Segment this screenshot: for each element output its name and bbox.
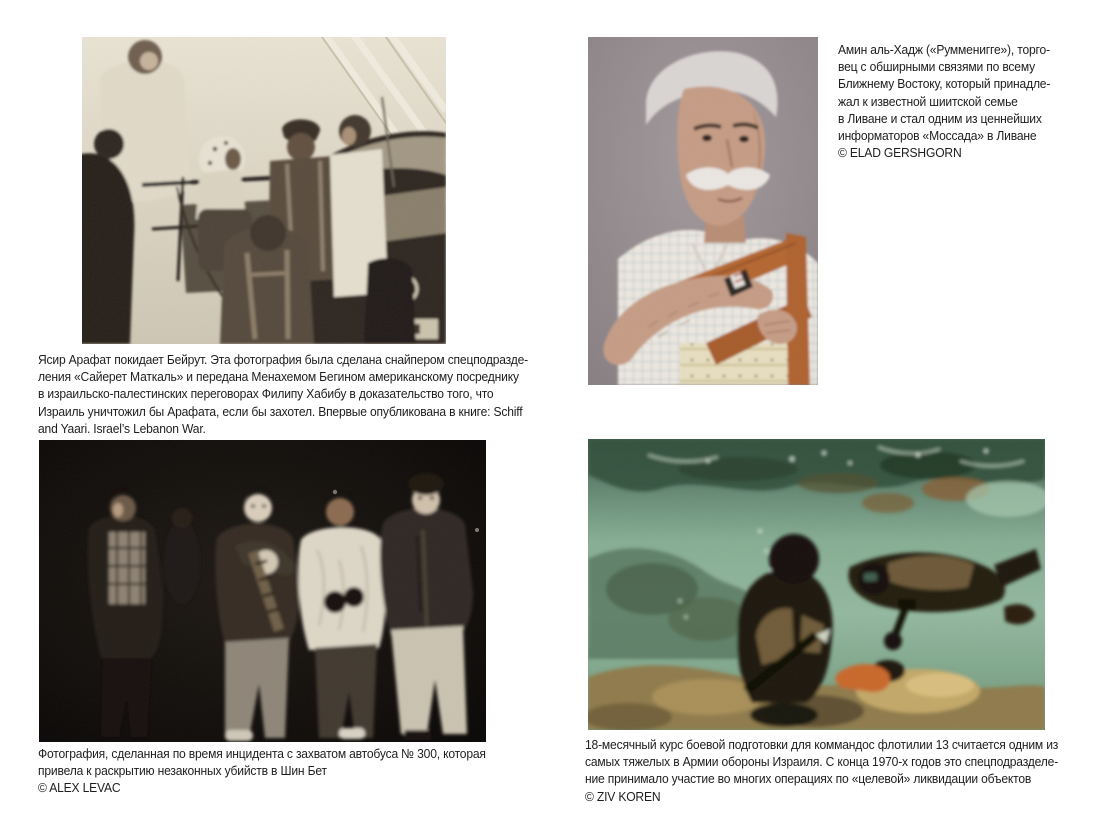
photo-amin-al-hajj-portrait (588, 37, 818, 385)
caption-arafat-leaving-beirut (38, 351, 528, 437)
caption-line: в израильско-палестинских переговорах Филипу Хабибу в доказательство того, что (38, 386, 494, 402)
caption-line: информаторов «Моссада» в Ливане (838, 128, 1037, 144)
caption-line: © ELAD GERSHGORN (838, 145, 962, 161)
bus-300-photo-artwork (39, 440, 486, 742)
photo-arafat-leaving-beirut (82, 37, 446, 344)
photo-flotilla-13-underwater (588, 439, 1045, 730)
caption-line: © ALEX LEVAC (38, 780, 121, 796)
caption-line: Израиль уничтожил бы Арафата, если бы захотел. Впервые опубликована в книге: Schiff (38, 403, 523, 419)
caption-flotilla-13 (585, 736, 1058, 805)
caption-line: © ZIV KOREN (585, 788, 661, 804)
caption-bus-300 (38, 745, 486, 797)
caption-line: ние принимало участие во многих операциях по «целевой» ликвидации объектов (585, 771, 1032, 787)
photo-bus-300-incident (39, 440, 486, 742)
caption-line: жал к известной шиитской семье (838, 93, 1018, 109)
caption-line: Фотография, сделанная по время инцидента с захватом автобуса № 300, которая (38, 746, 486, 761)
amin-portrait-artwork (588, 37, 818, 385)
arafat-photo-artwork (82, 37, 446, 344)
caption-line: Ясир Арафат покидает Бейрут. Эта фотография была сделана снайпером спецподразде- (38, 352, 528, 367)
flotilla-13-photo-artwork (588, 439, 1045, 730)
caption-line: Амин аль-Хадж («Румменигге»), торго- (838, 42, 1050, 57)
caption-line: and Yaari. Israel’s Lebanon War. (38, 420, 206, 436)
caption-line: в Ливане и стал одним из ценнейших (838, 110, 1042, 126)
caption-line: привела к раскрытию незаконных убийств в Шин Бет (38, 763, 327, 779)
caption-line: ления «Сайерет Маткаль» и передана Менахемом Бегином американскому посреднику (38, 369, 519, 385)
caption-line: 18-месячный курс боевой подготовки для коммандос флотилии 13 считается одним из (585, 737, 1059, 752)
caption-line: вец с обширными связями по всему (838, 59, 1035, 75)
caption-line: самых тяжелых в Армии обороны Израиля. С конца 1970-х годов это спецподразделе- (585, 754, 1059, 770)
caption-amin-al-hajj (838, 41, 1050, 161)
caption-line: Ближнему Востоку, который принадле- (838, 76, 1051, 92)
